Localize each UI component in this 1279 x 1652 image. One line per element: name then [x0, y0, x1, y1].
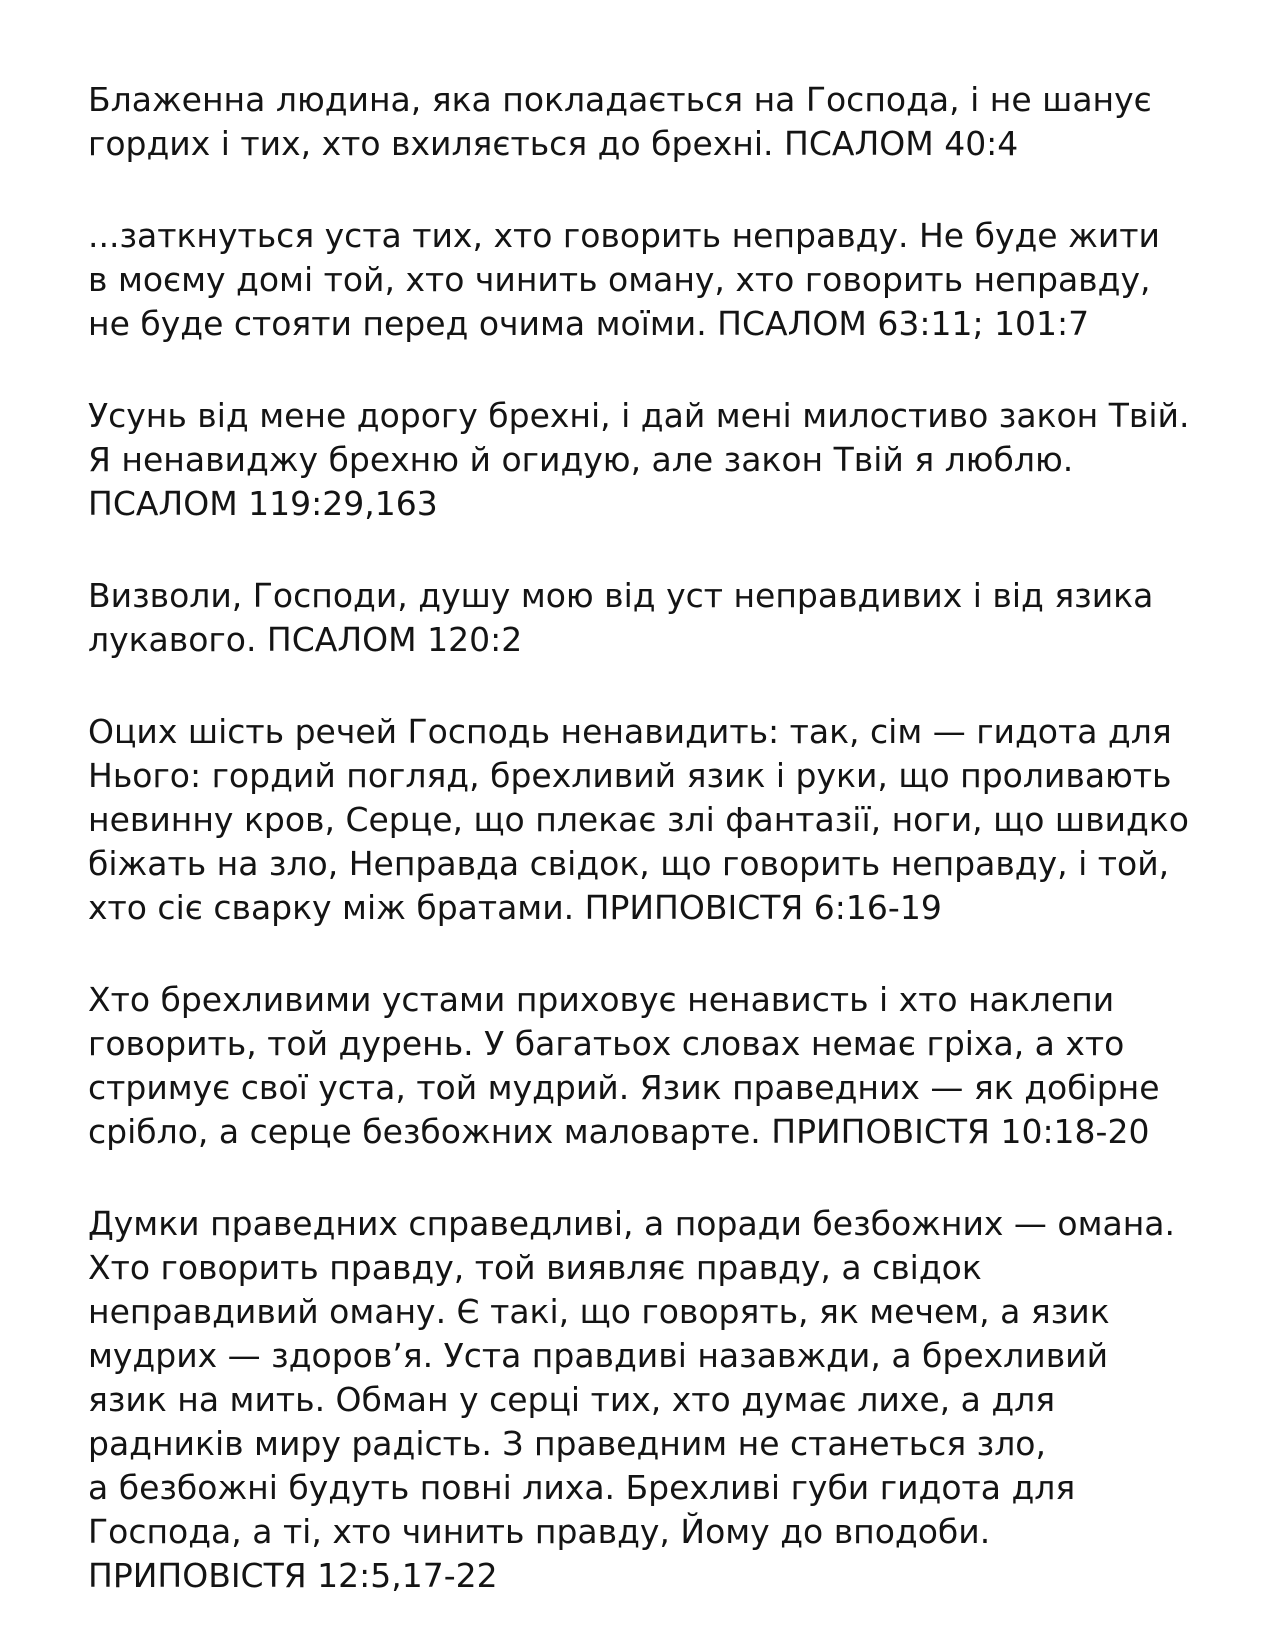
verse-line: Господа, а ті, хто чинить правду, Йому до вподоби. — [88, 1512, 991, 1551]
verse-line: язик на мить. Обман у серці тих, хто думає лихе, а для — [88, 1380, 1056, 1419]
verse-line: біжать на зло, Неправда свідок, що говорить неправду, і той, — [88, 844, 1170, 883]
verse-block — [88, 214, 1228, 346]
verse-line: ПРИПОВІСТЯ 12:5,17-22 — [88, 1556, 498, 1595]
verse-line: говорить, той дурень. У багатьох словах немає гріха, а хто — [88, 1024, 1125, 1063]
verse-line: неправдивий оману. Є такі, що говорять, як мечем, а язик — [88, 1292, 1110, 1331]
verse-line: гордих і тих, хто вхиляється до брехні. ПСАЛОМ 40:4 — [88, 124, 1019, 163]
verse-line: Хто брехливими устами приховує ненависть і хто наклепи — [88, 980, 1115, 1019]
verse-line: Я ненавиджу брехню й огидую, але закон Твій я люблю. — [88, 440, 1074, 479]
verse-line: ...заткнуться уста тих, хто говорить неправду. Не буде жити — [88, 216, 1160, 255]
verse-line: не буде стояти перед очима моїми. ПСАЛОМ 63:11; 101:7 — [88, 304, 1090, 343]
verse-block — [88, 978, 1228, 1154]
verse-line: Думки праведних справедливі, а поради безбожних — омана. — [88, 1204, 1176, 1243]
verse-line: невинну кров, Серце, що плекає злі фантазії, ноги, що швидко — [88, 800, 1189, 839]
verse-line: хто сіє сварку між братами. ПРИПОВІСТЯ 6:16-19 — [88, 888, 942, 927]
verse-block — [88, 78, 1228, 166]
verse-line: Блаженна людина, яка покладається на Господа, і не шанує — [88, 80, 1152, 119]
verse-line: срібло, а серце безбожних маловарте. ПРИПОВІСТЯ 10:18-20 — [88, 1112, 1150, 1151]
verse-line: стримує свої уста, той мудрий. Язик праведних — як добірне — [88, 1068, 1160, 1107]
verse-line: лукавого. ПСАЛОМ 120:2 — [88, 620, 523, 659]
verse-line: радників миру радість. З праведним не станеться зло, — [88, 1424, 1046, 1463]
verse-line: Оцих шість речей Господь ненавидить: так, сім — гидота для — [88, 712, 1172, 751]
document-page — [88, 78, 1228, 1646]
verse-block — [88, 394, 1228, 526]
verse-line: а безбожні будуть повні лиха. Брехливі губи гидота для — [88, 1468, 1076, 1507]
verse-line: Хто говорить правду, той виявляє правду, а свідок — [88, 1248, 982, 1287]
verse-line: ПСАЛОМ 119:29,163 — [88, 484, 438, 523]
verse-block — [88, 1202, 1228, 1598]
verse-line: мудрих — здоров’я. Уста правдиві назавжди, а брехливий — [88, 1336, 1109, 1375]
verse-line: в моєму домі той, хто чинить оману, хто говорить неправду, — [88, 260, 1151, 299]
verse-line: Нього: гордий погляд, брехливий язик і руки, що проливають — [88, 756, 1172, 795]
verse-line: Усунь від мене дорогу брехні, і дай мені милостиво закон Твій. — [88, 396, 1190, 435]
verse-block — [88, 574, 1228, 662]
verse-block — [88, 710, 1228, 930]
verse-line: Визволи, Господи, душу мою від уст неправдивих і від язика — [88, 576, 1154, 615]
